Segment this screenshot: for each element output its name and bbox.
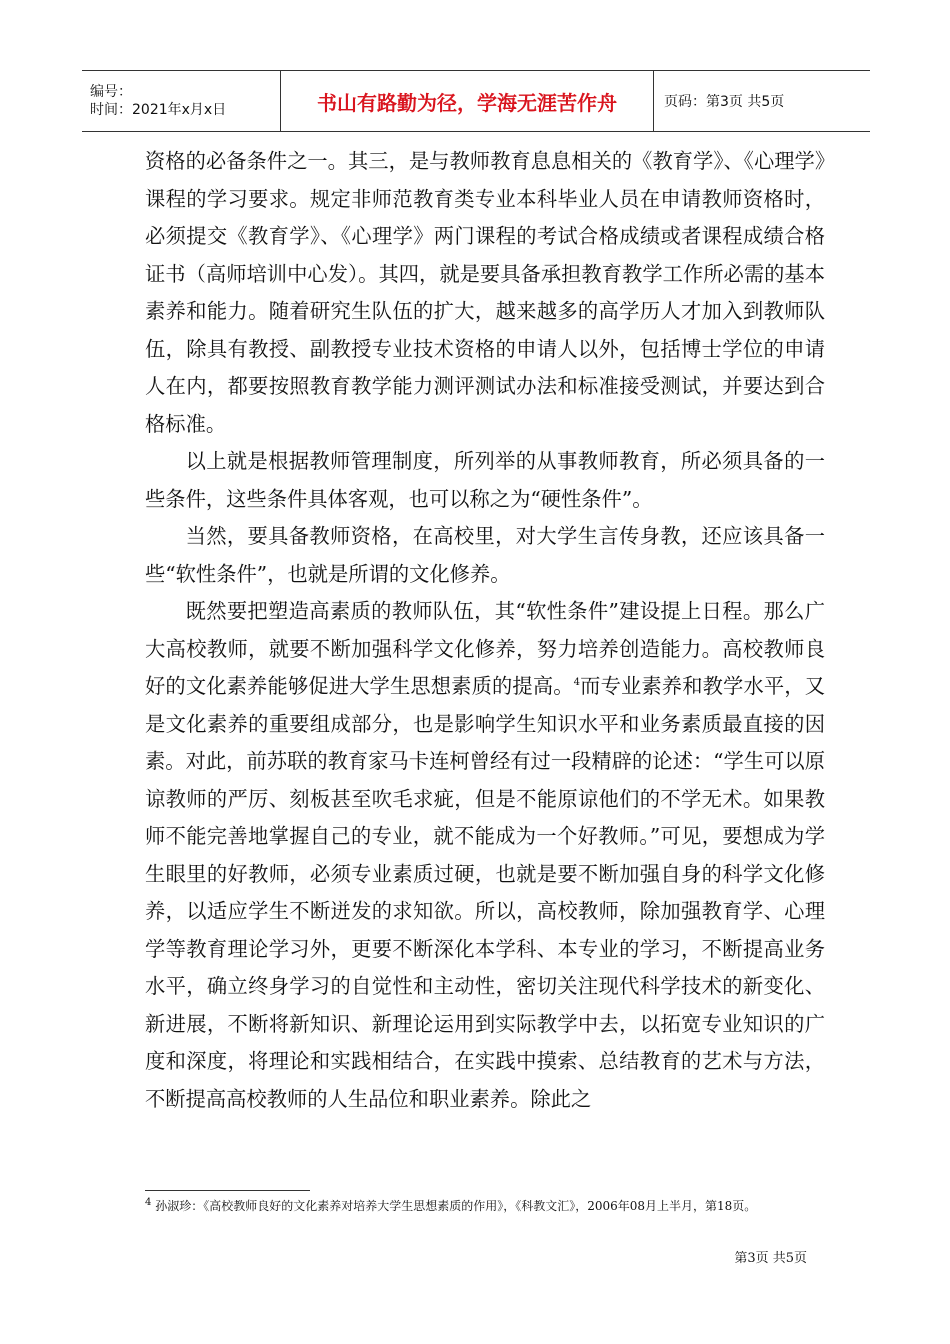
header-page-cell: [654, 71, 870, 131]
header-motto-cell: [281, 71, 654, 131]
footnote: [145, 1198, 820, 1215]
footnote-reference[interactable]: 4: [573, 677, 581, 689]
footnote-number: 4: [145, 1197, 152, 1208]
page-footer: 第3页 共5页: [734, 1251, 807, 1266]
paragraph-continued: 资格的必备条件之一。其三，是与教师教育息息相关的《教育学》、《心理学》课程的学习要求。规定非师范教育类专业本科毕业人员在申请教师资格时，必须提交《教育学》、《心理学》两门课程的考试合格成绩或者课程成绩合格证书（高师培训中心发）。其四，就是要具备承担教育教学工作所必需的基本素养和能力。随着研究生队伍的扩大，越来越多的高学历人才加入到教师队伍，除具有教授、副教授专业技术资格的申请人以外，包括博士学位的申请人在内，都要按照教育教学能力测评测试办法和标准接受测试，并要达到合格标准。: [145, 149, 825, 436]
paragraph-text: 而专业素养和教学水平，又是文化素养的重要组成部分，也是影响学生知识水平和业务素质最直接的因素。对此，前苏联的教育家马卡连柯曾经有过一段精辟的论述：“学生可以原谅教师的严厉、刻板甚至吹毛求疵，但是不能原谅他们的不学无术。如果教师不能完善地掌握自己的专业，就不能成为一个好教师。”可见，要想成为学生眼里的好教师，必须专业素质过硬，也就是要不断加强自身的科学文化修养，以适应学生不断迸发的求知欲。所以，高校教师，除加强教育学、心理学等教育理论学习外，更要不断深化本学科、本专业的学习，不断提高业务水平，确立终身学习的自觉性和主动性，密切关注现代科学技术的新变化、新进展，不断将新知识、新理论运用到实际教学中去，以拓宽专业知识的广度和深度，将理论和实践相结合，在实践中摸索、总结教育的艺术与方法，不断提高高校教师的人生品位和职业素养。除此之: [145, 674, 825, 1111]
header-page-info: 页码：第3页 共5页: [664, 94, 785, 110]
time-label: 时间：2021年x月x日: [90, 102, 227, 118]
paragraph-text: 既然要把塑造高素质的教师队伍，其“软性条件”建设提上日程。那么广大高校教师，就要不断加强科学文化修养，努力培养创造能力。高校教师良好的文化素养能够促进大学生思想素质的提高。: [145, 599, 825, 698]
paragraph: 以上就是根据教师管理制度，所列举的从事教师教育，所必须具备的一些条件，这些条件具体客观，也可以称之为“硬性条件”。: [145, 449, 825, 511]
footnote-separator: [145, 1190, 310, 1191]
document-body: [145, 143, 825, 1118]
paragraph: 当然，要具备教师资格，在高校里，对大学生言传身教，还应该具备一些“软性条件”，也就是所谓的文化修养。: [145, 524, 825, 586]
footnote-text: 孙淑珍：《高校教师良好的文化素养对培养大学生思想素质的作用》，《科教文汇》，2006年08月上半月，第18页。: [151, 1199, 757, 1213]
page-header: [82, 70, 870, 132]
header-motto: 书山有路勤为径，学海无涯苦作舟: [317, 90, 617, 115]
header-meta: [82, 71, 281, 131]
paragraph: [145, 593, 825, 1118]
number-label: 编号：: [90, 84, 132, 100]
